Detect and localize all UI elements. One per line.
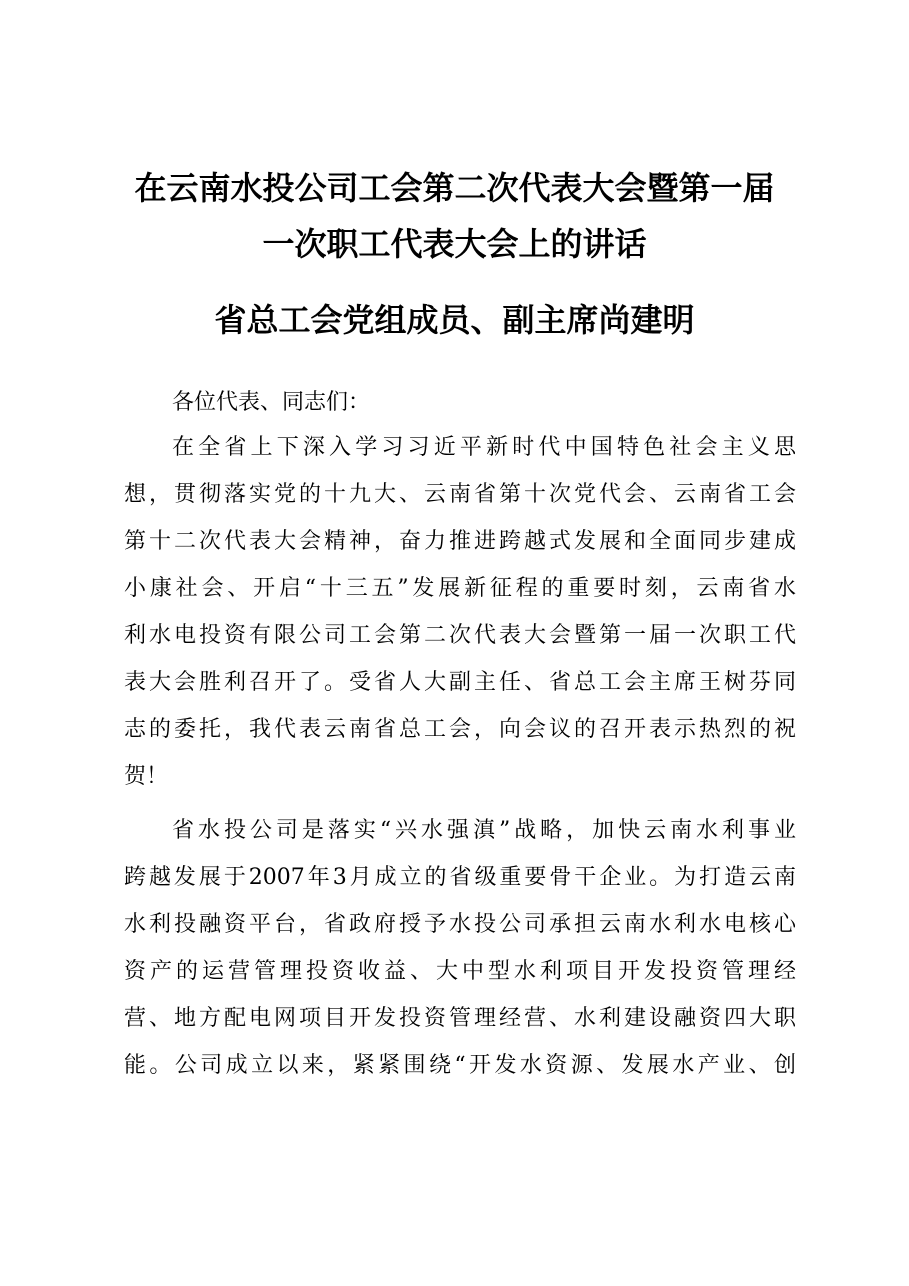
paragraph-1-line: 志的委托，我代表云南省总工会，向会议的召开表示热烈的祝 bbox=[124, 717, 796, 742]
paragraph-2-line: 能。公司成立以来，紧紧围绕“开发水资源、发展水产业、创 bbox=[124, 1053, 796, 1078]
paragraph-1-line: 小康社会、开启“十三五”发展新征程的重要时刻，云南省水 bbox=[124, 576, 796, 601]
paragraph-1-line: 利水电投资有限公司工会第二次代表大会暨第一届一次职工代 bbox=[124, 623, 796, 648]
salutation: 各位代表、同志们： bbox=[172, 390, 371, 415]
paragraph-2-line: 资产的运营管理投资收益、大中型水利项目开发投资管理经 bbox=[124, 959, 796, 984]
paragraph-2-line: 水利投融资平台，省政府授予水投公司承担云南水利水电核心 bbox=[124, 912, 796, 937]
document-title-line-1: 在云南水投公司工会第二次代表大会暨第一届 bbox=[134, 169, 775, 207]
paragraph-2-line: 省水投公司是落实“兴水强滇”战略，加快云南水利事业 bbox=[172, 818, 796, 843]
paragraph-2-line: 跨越发展于2007年3月成立的省级重要骨干企业。为打造云南 bbox=[124, 865, 796, 890]
paragraph-1-line: 在全省上下深入学习习近平新时代中国特色社会主义思 bbox=[172, 435, 796, 460]
paragraph-1-line: 贺！ bbox=[124, 764, 169, 789]
speaker-line: 省总工会党组成员、副主席尚建明 bbox=[214, 301, 695, 339]
paragraph-1-line: 第十二次代表大会精神，奋力推进跨越式发展和全面同步建成 bbox=[124, 529, 796, 554]
paragraph-1-line: 表大会胜利召开了。受省人大副主任、省总工会主席王树芬同 bbox=[124, 670, 796, 695]
paragraph-2-line: 营、地方配电网项目开发投资管理经营、水利建设融资四大职 bbox=[124, 1006, 796, 1031]
paragraph-1-line: 想，贯彻落实党的十九大、云南省第十次党代会、云南省工会 bbox=[124, 482, 796, 507]
document-title-line-2: 一次职工代表大会上的讲话 bbox=[262, 225, 647, 263]
